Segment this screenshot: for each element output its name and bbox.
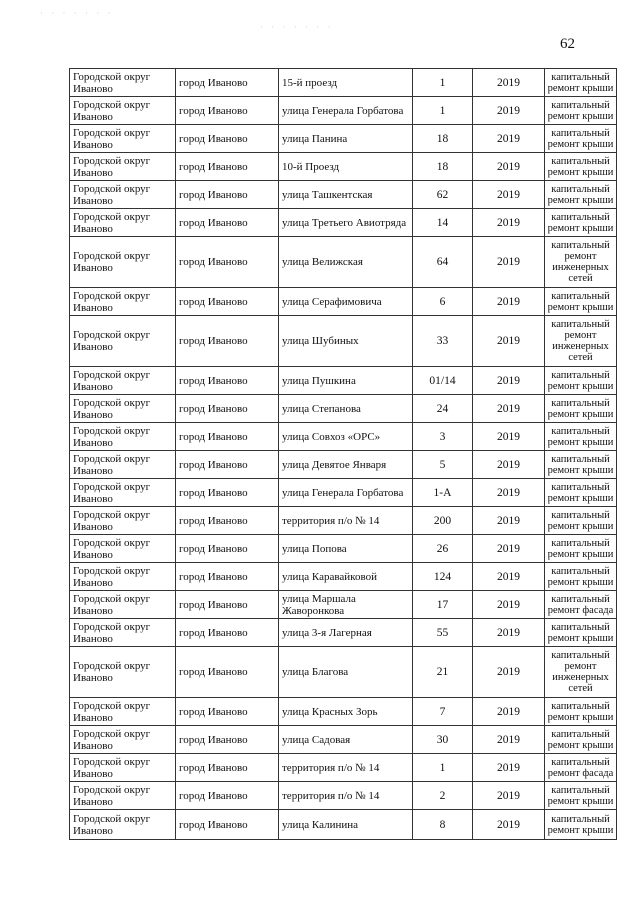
house-cell: 64	[413, 237, 473, 288]
table-row	[70, 367, 617, 395]
work-type-cell: капитальный ремонт крыши	[545, 181, 617, 209]
district-cell: Городской округ Иваново	[70, 647, 176, 698]
street-cell: улица Степанова	[279, 395, 413, 423]
street-cell: территория п/о № 14	[279, 782, 413, 810]
city-cell: город Иваново	[176, 563, 279, 591]
work-type-cell: капитальный ремонт крыши	[545, 726, 617, 754]
city-cell: город Иваново	[176, 535, 279, 563]
street-cell: улица Садовая	[279, 726, 413, 754]
year-cell: 2019	[473, 316, 545, 367]
table-row	[70, 69, 617, 97]
work-type-cell: капитальный ремонт инженерных сетей	[545, 647, 617, 698]
table-row	[70, 726, 617, 754]
city-cell: город Иваново	[176, 726, 279, 754]
work-type-cell: капитальный ремонт крыши	[545, 810, 617, 840]
house-cell: 200	[413, 507, 473, 535]
table-row	[70, 451, 617, 479]
house-cell: 24	[413, 395, 473, 423]
house-cell: 30	[413, 726, 473, 754]
city-cell: город Иваново	[176, 591, 279, 619]
year-cell: 2019	[473, 451, 545, 479]
table-row	[70, 591, 617, 619]
city-cell: город Иваново	[176, 647, 279, 698]
table-row	[70, 507, 617, 535]
street-cell: улица Девятое Января	[279, 451, 413, 479]
district-cell: Городской округ Иваново	[70, 367, 176, 395]
table-row	[70, 153, 617, 181]
house-cell: 1	[413, 97, 473, 125]
year-cell: 2019	[473, 698, 545, 726]
street-cell: территория п/о № 14	[279, 507, 413, 535]
city-cell: город Иваново	[176, 479, 279, 507]
repair-program-table	[69, 68, 617, 840]
house-cell: 3	[413, 423, 473, 451]
district-cell: Городской округ Иваново	[70, 810, 176, 840]
street-cell: улица Третьего Авиотряда	[279, 209, 413, 237]
work-type-cell: капитальный ремонт крыши	[545, 451, 617, 479]
city-cell: город Иваново	[176, 316, 279, 367]
work-type-cell: капитальный ремонт крыши	[545, 367, 617, 395]
house-cell: 26	[413, 535, 473, 563]
district-cell: Городской округ Иваново	[70, 69, 176, 97]
page-number: 62	[560, 36, 575, 52]
city-cell: город Иваново	[176, 153, 279, 181]
city-cell: город Иваново	[176, 237, 279, 288]
house-cell: 5	[413, 451, 473, 479]
table-row	[70, 125, 617, 153]
district-cell: Городской округ Иваново	[70, 395, 176, 423]
table-row	[70, 754, 617, 782]
street-cell: 10-й Проезд	[279, 153, 413, 181]
table-row	[70, 423, 617, 451]
street-cell: улица Ташкентская	[279, 181, 413, 209]
year-cell: 2019	[473, 507, 545, 535]
district-cell: Городской округ Иваново	[70, 563, 176, 591]
work-type-cell: капитальный ремонт фасада	[545, 591, 617, 619]
district-cell: Городской округ Иваново	[70, 423, 176, 451]
work-type-cell: капитальный ремонт фасада	[545, 754, 617, 782]
table-row	[70, 479, 617, 507]
city-cell: город Иваново	[176, 209, 279, 237]
city-cell: город Иваново	[176, 97, 279, 125]
year-cell: 2019	[473, 69, 545, 97]
district-cell: Городской округ Иваново	[70, 726, 176, 754]
city-cell: город Иваново	[176, 367, 279, 395]
street-cell: улица Велижская	[279, 237, 413, 288]
district-cell: Городской округ Иваново	[70, 479, 176, 507]
city-cell: город Иваново	[176, 181, 279, 209]
district-cell: Городской округ Иваново	[70, 754, 176, 782]
house-cell: 21	[413, 647, 473, 698]
house-cell: 8	[413, 810, 473, 840]
year-cell: 2019	[473, 209, 545, 237]
year-cell: 2019	[473, 479, 545, 507]
work-type-cell: капитальный ремонт крыши	[545, 563, 617, 591]
work-type-cell: капитальный ремонт крыши	[545, 423, 617, 451]
city-cell: город Иваново	[176, 810, 279, 840]
year-cell: 2019	[473, 97, 545, 125]
work-type-cell: капитальный ремонт крыши	[545, 69, 617, 97]
house-cell: 14	[413, 209, 473, 237]
street-cell: территория п/о № 14	[279, 754, 413, 782]
street-cell: улица Панина	[279, 125, 413, 153]
year-cell: 2019	[473, 754, 545, 782]
street-cell: улица Благова	[279, 647, 413, 698]
table-row	[70, 97, 617, 125]
year-cell: 2019	[473, 125, 545, 153]
house-cell: 1-А	[413, 479, 473, 507]
house-cell: 17	[413, 591, 473, 619]
house-cell: 124	[413, 563, 473, 591]
street-cell: улица Каравайковой	[279, 563, 413, 591]
table-row	[70, 316, 617, 367]
house-cell: 62	[413, 181, 473, 209]
house-cell: 33	[413, 316, 473, 367]
work-type-cell: капитальный ремонт крыши	[545, 209, 617, 237]
district-cell: Городской округ Иваново	[70, 209, 176, 237]
year-cell: 2019	[473, 423, 545, 451]
street-cell: улица Серафимовича	[279, 288, 413, 316]
district-cell: Городской округ Иваново	[70, 125, 176, 153]
work-type-cell: капитальный ремонт крыши	[545, 535, 617, 563]
street-cell: улица Попова	[279, 535, 413, 563]
work-type-cell: капитальный ремонт крыши	[545, 125, 617, 153]
table-row	[70, 782, 617, 810]
year-cell: 2019	[473, 563, 545, 591]
work-type-cell: капитальный ремонт крыши	[545, 698, 617, 726]
year-cell: 2019	[473, 237, 545, 288]
city-cell: город Иваново	[176, 125, 279, 153]
house-cell: 6	[413, 288, 473, 316]
district-cell: Городской округ Иваново	[70, 698, 176, 726]
city-cell: город Иваново	[176, 619, 279, 647]
street-cell: улица Шубиных	[279, 316, 413, 367]
street-cell: улица Маршала Жаворонкова	[279, 591, 413, 619]
table-row	[70, 181, 617, 209]
district-cell: Городской округ Иваново	[70, 316, 176, 367]
district-cell: Городской округ Иваново	[70, 97, 176, 125]
table-row	[70, 209, 617, 237]
table-row	[70, 647, 617, 698]
city-cell: город Иваново	[176, 423, 279, 451]
district-cell: Городской округ Иваново	[70, 782, 176, 810]
district-cell: Городской округ Иваново	[70, 619, 176, 647]
district-cell: Городской округ Иваново	[70, 535, 176, 563]
city-cell: город Иваново	[176, 782, 279, 810]
table-row	[70, 237, 617, 288]
city-cell: город Иваново	[176, 698, 279, 726]
table-row	[70, 619, 617, 647]
work-type-cell: капитальный ремонт инженерных сетей	[545, 316, 617, 367]
work-type-cell: капитальный ремонт инженерных сетей	[545, 237, 617, 288]
work-type-cell: капитальный ремонт крыши	[545, 288, 617, 316]
scan-noise: · · · · · · ·	[260, 22, 334, 32]
district-cell: Городской округ Иваново	[70, 288, 176, 316]
house-cell: 01/14	[413, 367, 473, 395]
work-type-cell: капитальный ремонт крыши	[545, 97, 617, 125]
scan-noise: · · · · · · ·	[40, 8, 114, 18]
street-cell: улица Пушкина	[279, 367, 413, 395]
district-cell: Городской округ Иваново	[70, 507, 176, 535]
work-type-cell: капитальный ремонт крыши	[545, 782, 617, 810]
work-type-cell: капитальный ремонт крыши	[545, 479, 617, 507]
table-row	[70, 288, 617, 316]
year-cell: 2019	[473, 181, 545, 209]
district-cell: Городской округ Иваново	[70, 153, 176, 181]
year-cell: 2019	[473, 782, 545, 810]
year-cell: 2019	[473, 810, 545, 840]
year-cell: 2019	[473, 288, 545, 316]
city-cell: город Иваново	[176, 507, 279, 535]
house-cell: 18	[413, 125, 473, 153]
city-cell: город Иваново	[176, 288, 279, 316]
street-cell: 15-й проезд	[279, 69, 413, 97]
table-row	[70, 563, 617, 591]
year-cell: 2019	[473, 367, 545, 395]
table-row	[70, 698, 617, 726]
district-cell: Городской округ Иваново	[70, 237, 176, 288]
year-cell: 2019	[473, 535, 545, 563]
year-cell: 2019	[473, 726, 545, 754]
house-cell: 1	[413, 754, 473, 782]
street-cell: улица Совхоз «ОРС»	[279, 423, 413, 451]
street-cell: улица Красных Зорь	[279, 698, 413, 726]
work-type-cell: капитальный ремонт крыши	[545, 395, 617, 423]
year-cell: 2019	[473, 647, 545, 698]
city-cell: город Иваново	[176, 69, 279, 97]
house-cell: 55	[413, 619, 473, 647]
year-cell: 2019	[473, 619, 545, 647]
house-cell: 18	[413, 153, 473, 181]
work-type-cell: капитальный ремонт крыши	[545, 507, 617, 535]
table-row	[70, 395, 617, 423]
street-cell: улица Генерала Горбатова	[279, 479, 413, 507]
year-cell: 2019	[473, 591, 545, 619]
house-cell: 2	[413, 782, 473, 810]
table-row	[70, 535, 617, 563]
street-cell: улица Калинина	[279, 810, 413, 840]
house-cell: 1	[413, 69, 473, 97]
city-cell: город Иваново	[176, 395, 279, 423]
district-cell: Городской округ Иваново	[70, 181, 176, 209]
work-type-cell: капитальный ремонт крыши	[545, 619, 617, 647]
district-cell: Городской округ Иваново	[70, 591, 176, 619]
house-cell: 7	[413, 698, 473, 726]
district-cell: Городской округ Иваново	[70, 451, 176, 479]
city-cell: город Иваново	[176, 451, 279, 479]
street-cell: улица Генерала Горбатова	[279, 97, 413, 125]
year-cell: 2019	[473, 153, 545, 181]
city-cell: город Иваново	[176, 754, 279, 782]
year-cell: 2019	[473, 395, 545, 423]
street-cell: улица 3-я Лагерная	[279, 619, 413, 647]
table-row	[70, 810, 617, 840]
work-type-cell: капитальный ремонт крыши	[545, 153, 617, 181]
